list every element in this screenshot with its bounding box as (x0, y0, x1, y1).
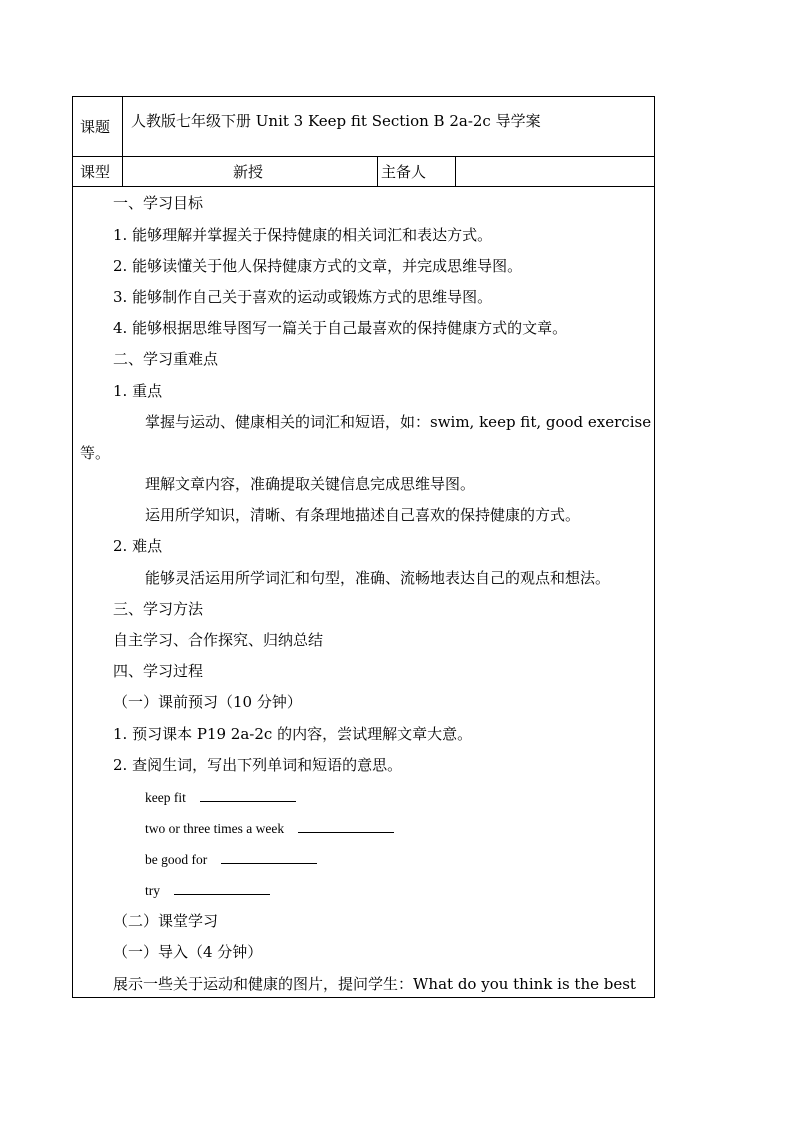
answer-blank[interactable] (221, 849, 317, 864)
difficulty-line: 能够灵活运用所学词汇和句型，准确、流畅地表达自己的观点和想法。 (145, 569, 611, 587)
goal-item: 1. 能够理解并掌握关于保持健康的相关词汇和表达方式。 (113, 226, 493, 244)
type-value: 新授 (233, 163, 264, 181)
intro-title: （一）导入（4 分钟） (113, 943, 263, 961)
key-points-label: 1. 重点 (113, 382, 163, 400)
answer-blank[interactable] (200, 787, 296, 802)
key-point-line: 掌握与运动、健康相关的词汇和短语，如：swim, keep fit, good exercise (145, 413, 652, 431)
vocab-item (145, 849, 317, 870)
preparer-label: 主备人 (381, 163, 427, 181)
row-divider (73, 156, 654, 157)
section-process-title: 四、学习过程 (113, 662, 204, 680)
vocab-item (145, 787, 296, 808)
key-point-line: 理解文章内容，准确提取关键信息完成思维导图。 (145, 475, 476, 493)
goal-item: 4. 能够根据思维导图写一篇关于自己最喜欢的保持健康方式的文章。 (113, 319, 568, 337)
preview-item: 2. 查阅生词，写出下列单词和短语的意思。 (113, 756, 403, 774)
vocab-item (145, 880, 270, 901)
topic-value: 人教版七年级下册 Unit 3 Keep fit Section B 2a-2c 导学案 (131, 112, 541, 130)
section-goals-title: 一、学习目标 (113, 194, 204, 212)
col-divider (455, 156, 456, 186)
key-point-line-wrap: 等。 (80, 444, 111, 462)
vocab-term: be good for (145, 852, 208, 867)
lesson-plan-table (72, 96, 655, 998)
vocab-item (145, 818, 394, 839)
type-label: 课型 (80, 163, 111, 181)
answer-blank[interactable] (298, 818, 394, 833)
key-point-line: 运用所学知识，清晰、有条理地描述自己喜欢的保持健康的方式。 (145, 506, 581, 524)
topic-label: 课题 (80, 118, 111, 136)
section-focus-title: 二、学习重难点 (113, 350, 219, 368)
method-line: 自主学习、合作探究、归纳总结 (113, 631, 324, 649)
section-method-title: 三、学习方法 (113, 600, 204, 618)
vocab-term: two or three times a week (145, 821, 285, 836)
class-study-title: （二）课堂学习 (113, 912, 219, 930)
preview-title: （一）课前预习（10 分钟） (113, 693, 302, 711)
vocab-term: keep fit (145, 790, 186, 805)
difficulty-label: 2. 难点 (113, 537, 163, 555)
row-divider (73, 186, 654, 187)
col-divider (122, 97, 123, 186)
goal-item: 3. 能够制作自己关于喜欢的运动或锻炼方式的思维导图。 (113, 288, 493, 306)
preview-item: 1. 预习课本 P19 2a-2c 的内容，尝试理解文章大意。 (113, 725, 473, 743)
intro-line: 展示一些关于运动和健康的图片，提问学生：What do you think is the best (113, 975, 636, 993)
goal-item: 2. 能够读懂关于他人保持健康方式的文章，并完成思维导图。 (113, 257, 523, 275)
vocab-term: try (145, 883, 160, 898)
answer-blank[interactable] (174, 880, 270, 895)
col-divider (377, 156, 378, 186)
